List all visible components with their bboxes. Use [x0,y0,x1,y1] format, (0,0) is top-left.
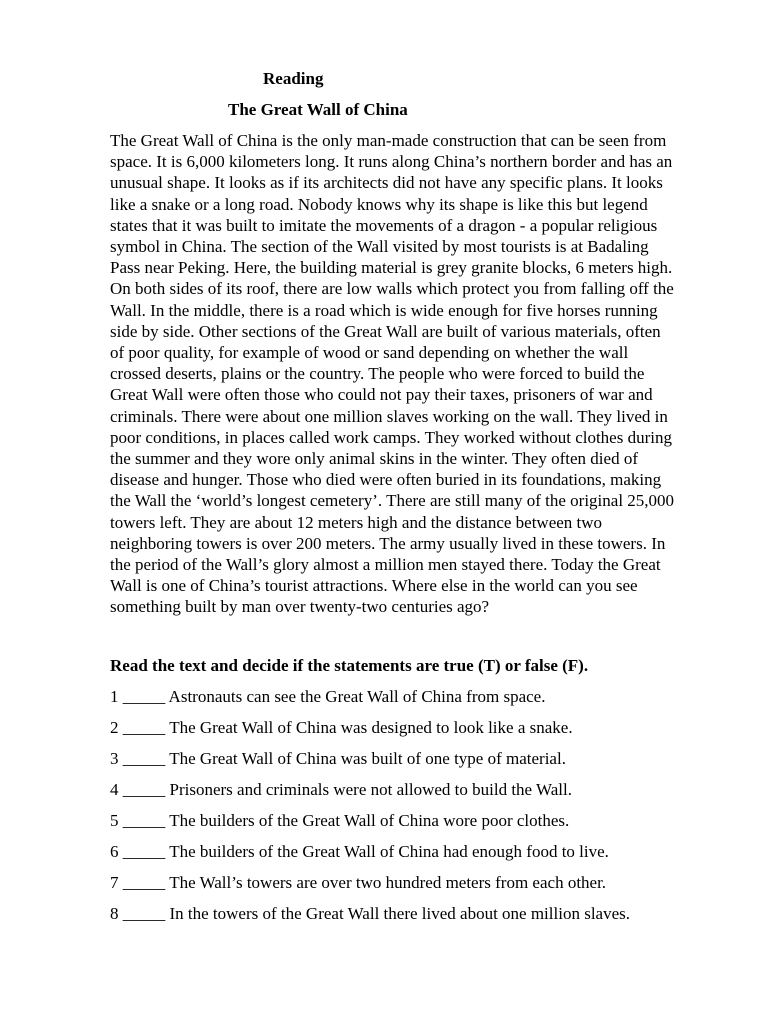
passage-line: symbol in China. The section of the Wall visited by most tourists is at Badaling [110,237,649,257]
passage-line: Wall is one of China’s tourist attractions. Where else in the world can you see [110,576,638,596]
passage-line: towers left. They are about 12 meters high and the distance between two [110,512,603,532]
passage-line: states that it was built to imitate the movements of a dragon - a popular religious [110,215,658,235]
passage-line: the summer and they wore only animal skins in the winter. They often died of [110,449,638,469]
statement-item: 6 _____ The builders of the Great Wall of China had enough food to live. [110,842,609,861]
passage-line: of poor quality, for example of wood or sand depending on whether the wall [110,343,629,363]
passage-line: The Great Wall of China is the only man-made construction that can be seen from [110,131,667,150]
statement-item: 8 _____ In the towers of the Great Wall there lived about one million slaves. [110,904,630,923]
passage-line: neighboring towers is over 200 meters. The army usually lived in these towers. In [110,533,666,553]
passage-line: Great Wall were often those who could not pay their taxes, prisoners of war and [110,385,653,405]
passage-line: something built by man over twenty-two centuries ago? [110,597,490,617]
statement-list [110,687,730,935]
statement-item: 2 _____ The Great Wall of China was designed to look like a snake. [110,718,573,737]
statement-item: 3 _____ The Great Wall of China was built of one type of material. [110,749,566,768]
passage-line: Pass near Peking. Here, the building material is grey granite blocks, 6 meters high. [110,258,673,278]
passage-line: criminals. There were about one million slaves working on the wall. They lived in [110,406,668,426]
section-label: Reading [263,69,324,88]
passage-line: poor conditions, in places called work camps. They worked without clothes during [110,427,672,447]
statement-item: 1 _____ Astronauts can see the Great Wall of China from space. [110,687,546,706]
passage-line: side by side. Other sections of the Great Wall are built of various materials, often [110,321,661,341]
passage-line: like a snake or a long road. Nobody knows why its shape is like this but legend [110,194,648,214]
passage-line: Wall. In the middle, there is a road which is wide enough for five horses running [110,300,658,320]
page-title: The Great Wall of China [228,100,408,119]
reading-passage [110,130,720,618]
passage-line: space. It is 6,000 kilometers long. It runs along China’s northern border and has an [110,152,673,172]
statement-item: 5 _____ The builders of the Great Wall of China wore poor clothes. [110,811,570,830]
exercise-instructions: Read the text and decide if the statements are true (T) or false (F). [110,656,589,675]
statement-item: 7 _____ The Wall’s towers are over two hundred meters from each other. [110,873,607,892]
passage-line: the Wall the ‘world’s longest cemetery’. There are still many of the original 25,000 [110,491,675,511]
passage-line: unusual shape. It looks as if its architects did not have any specific plans. It looks [110,173,663,193]
passage-line: crossed deserts, plains or the country. The people who were forced to build the [110,364,645,384]
passage-line: the period of the Wall’s glory almost a million men stayed there. Today the Great [110,555,661,575]
statement-item: 4 _____ Prisoners and criminals were not allowed to build the Wall. [110,780,572,799]
passage-line: disease and hunger. Those who died were often buried in its foundations, making [110,470,662,490]
passage-line: On both sides of its roof, there are low walls which protect you from falling off the [110,279,674,299]
